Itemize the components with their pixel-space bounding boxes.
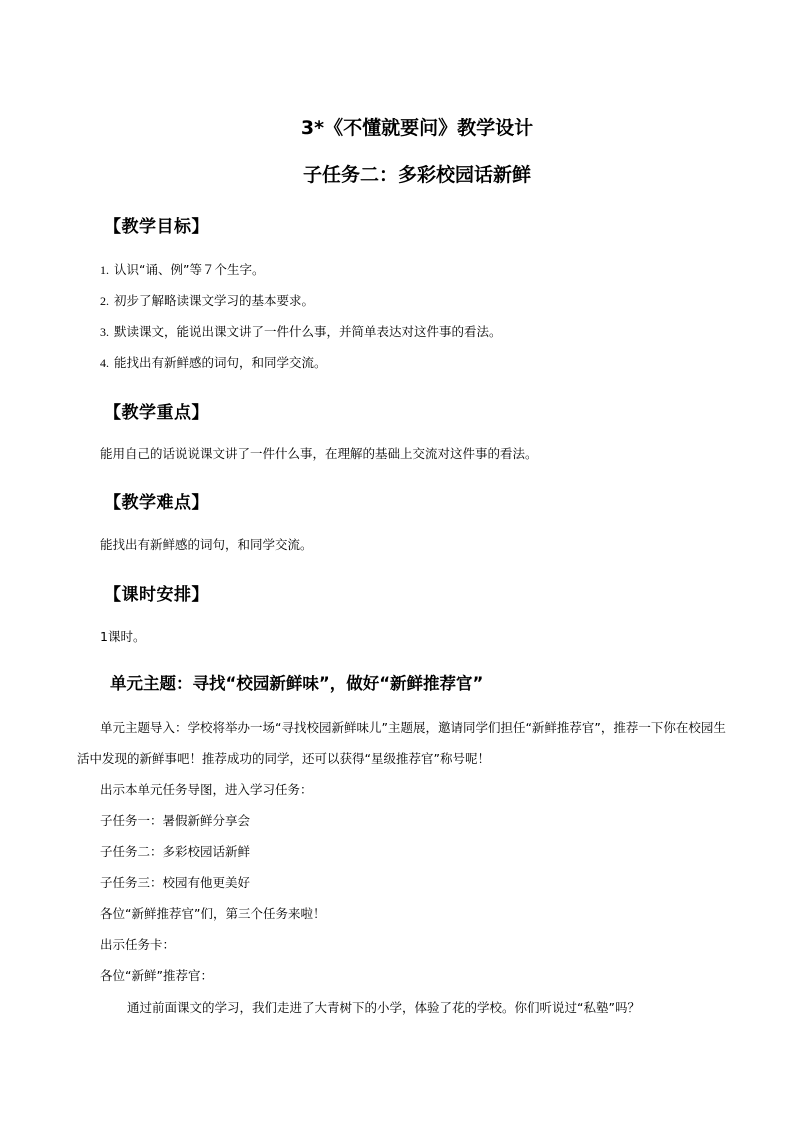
section-heading-key-points: 【教学重点】 — [104, 403, 209, 423]
show-map-line: 出示本单元任务导图，进入学习任务： — [100, 782, 313, 797]
schedule-text: 1课时。 — [100, 629, 146, 644]
objective-item — [100, 293, 314, 309]
objective-text: 认识“诵、例”等７个生字。 — [114, 262, 265, 277]
unit-theme-heading: 单元主题：寻找“校园新鲜味”，做好“新鲜推荐官” — [110, 674, 484, 693]
key-points-text: 能用自己的话说说课文讲了一件什么事，在理解的基础上交流对这件事的看法。 — [100, 446, 538, 461]
letter-paragraph: 通过前面课文的学习，我们走进了大青树下的小学，体验了花的学校。你们听说过“私塾”吗？ — [127, 1000, 640, 1015]
section-heading-objectives: 【教学目标】 — [104, 217, 209, 237]
task2-line: 子任务二：多彩校园话新鲜 — [100, 844, 251, 859]
intro-paragraph: 单元主题导入：学校将举办一场“寻找校园新鲜味儿”主题展，邀请同学们担任“新鲜推荐官”，推荐一下你在校园生活中发现的新鲜事吧！推荐成功的同学，还可以获得“星级推荐官”称号呢！ — [77, 720, 726, 766]
document-subtitle: 子任务二：多彩校园话新鲜 — [302, 164, 531, 186]
section-heading-difficulties: 【教学难点】 — [104, 493, 209, 513]
objective-item — [100, 262, 264, 278]
greeting-line: 各位“新鲜”推荐官： — [100, 968, 213, 983]
objective-text: 初步了解略读课文学习的基本要求。 — [114, 293, 315, 308]
objective-number: 3. — [100, 325, 109, 339]
objective-item — [100, 355, 327, 371]
section-heading-schedule: 【课时安排】 — [104, 585, 209, 605]
objective-number: 1. — [100, 263, 109, 277]
task1-line: 子任务一：暑假新鲜分享会 — [100, 813, 251, 828]
objective-number: 4. — [100, 356, 109, 370]
objective-item — [100, 324, 502, 340]
document-title: 3*《不懂就要问》教学设计 — [300, 117, 534, 139]
third-task-line: 各位“新鲜推荐官”们，第三个任务来啦！ — [100, 906, 326, 921]
objective-number: 2. — [100, 294, 109, 308]
show-card-line: 出示任务卡： — [100, 937, 176, 952]
objective-text: 默读课文，能说出课文讲了一件什么事，并简单表达对这件事的看法。 — [114, 324, 502, 339]
objective-text: 能找出有新鲜感的词句，和同学交流。 — [114, 355, 327, 370]
task3-line: 子任务三：校园有他更美好 — [100, 875, 251, 890]
difficulties-text: 能找出有新鲜感的词句，和同学交流。 — [100, 537, 313, 552]
